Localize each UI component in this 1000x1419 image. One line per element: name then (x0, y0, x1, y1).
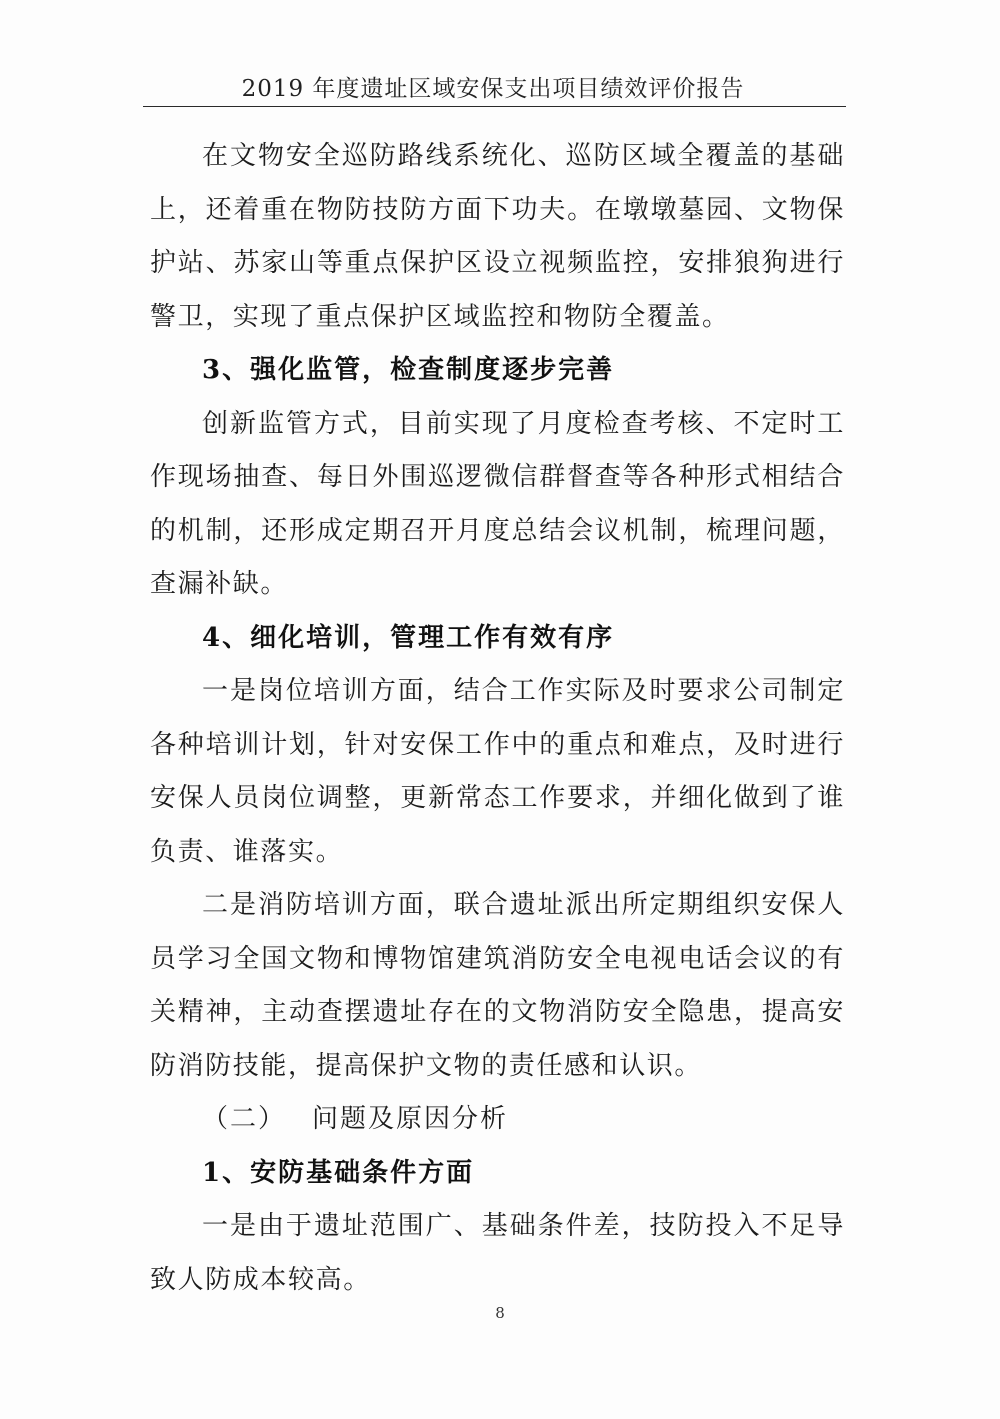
section-heading-problems (150, 1093, 845, 1147)
section-number: （二） (202, 1104, 287, 1134)
paragraph-post-training: 一是岗位培训方面，结合工作实际及时要求公司制定各种培训计划，针对安保工作中的重点和难点，及时进行安保人员岗位调整，更新常态工作要求，并细化做到了谁负责、谁落实。 (150, 676, 845, 867)
paragraph-patrol-coverage: 在文物安全巡防路线系统化、巡防区域全覆盖的基础上，还着重在物防技防方面下功夫。在墩墩墓园、文物保护站、苏家山等重点保护区设立视频监控，安排狼狗进行警卫，实现了重点保护区域监控和物防全覆盖。 (150, 141, 845, 332)
heading-training: 4、细化培训，管理工作有效有序 (202, 622, 615, 653)
paragraph-infrastructure-cost: 一是由于遗址范围广、基础条件差，技防投入不足导致人防成本较高。 (150, 1211, 845, 1295)
paragraph-fire-training: 二是消防培训方面，联合遗址派出所定期组织安保人员学习全国文物和博物馆建筑消防安全电视电话会议的有关精神，主动查摆遗址存在的文物消防安全隐患，提高安防消防技能，提高保护文物的责任感和认识。 (150, 890, 845, 1081)
heading-security-infrastructure: 1、安防基础条件方面 (202, 1157, 475, 1188)
section-title: 问题及原因分析 (312, 1104, 509, 1134)
heading-supervision: 3、强化监管，检查制度逐步完善 (202, 355, 615, 385)
page-number: 8 (495, 1304, 505, 1322)
running-header-title: 2019 年度遗址区域安保支出项目绩效评价报告 (241, 76, 745, 102)
paragraph-supervision: 创新监管方式，目前实现了月度检查考核、不定时工作现场抽查、每日外围巡逻微信群督查等各种形式相结合的机制，还形成定期召开月度总结会议机制，梳理问题，查漏补缺。 (150, 408, 845, 599)
header-divider (143, 106, 846, 107)
document-body (150, 130, 845, 1307)
